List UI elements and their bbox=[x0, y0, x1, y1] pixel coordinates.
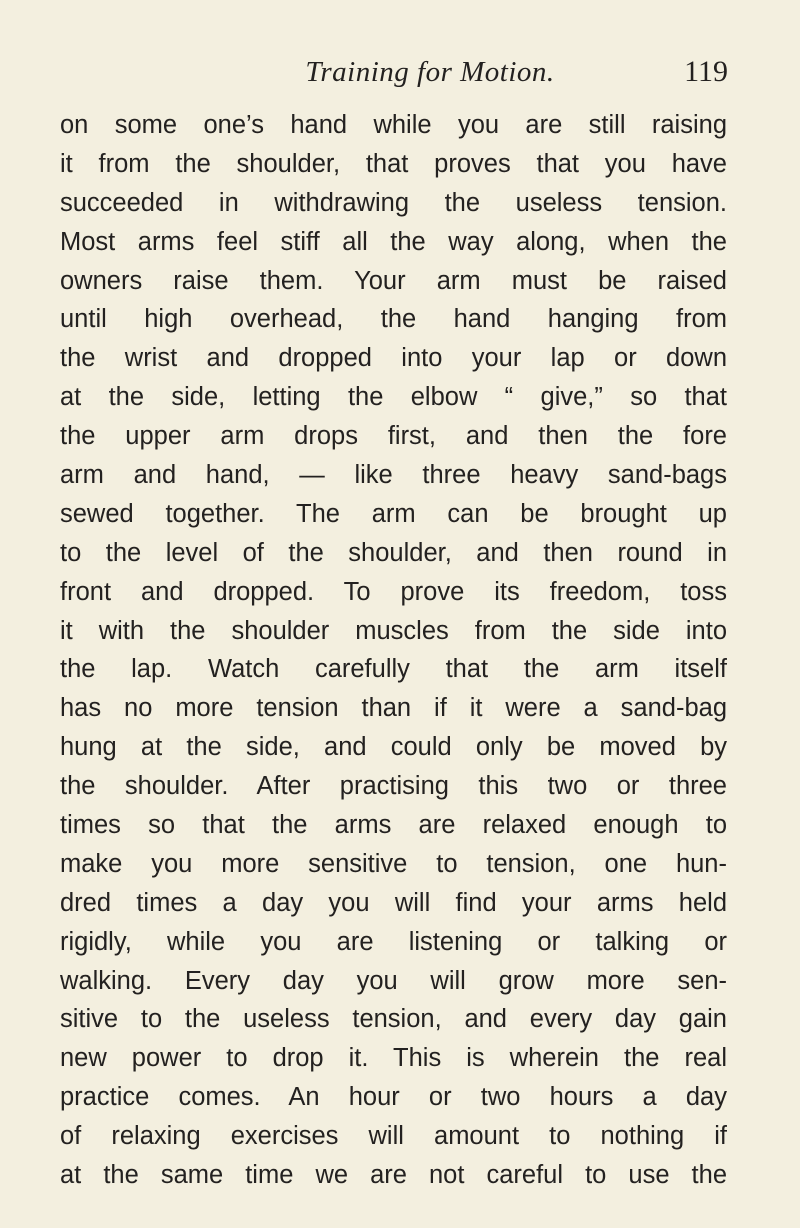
text-line: front and dropped. To prove its freedom, toss bbox=[60, 577, 727, 606]
text-line: it with the shoulder muscles from the side into bbox=[60, 616, 727, 645]
text-line: at the same time we are not careful to use the bbox=[60, 1161, 727, 1190]
text-line: succeeded in withdrawing the useless tension. bbox=[60, 188, 727, 217]
text-line: dred times a day you will find your arms held bbox=[60, 888, 727, 917]
body-text bbox=[60, 106, 727, 1195]
text-line: owners raise them. Your arm must be raised bbox=[60, 266, 727, 295]
text-line: sitive to the useless tension, and every day gain bbox=[60, 1005, 727, 1034]
text-line: it from the shoulder, that proves that you have bbox=[60, 149, 727, 178]
text-line: of relaxing exercises will amount to nothing if bbox=[60, 1122, 727, 1151]
text-line: make you more sensitive to tension, one hun- bbox=[60, 849, 727, 878]
text-line: arm and hand, — like three heavy sand-bags bbox=[60, 461, 727, 490]
text-line: until high overhead, the hand hanging from bbox=[60, 305, 727, 334]
text-line: the shoulder. After practising this two or three bbox=[60, 772, 727, 801]
text-line: walking. Every day you will grow more sen- bbox=[60, 966, 727, 995]
text-line: on some one’s hand while you are still raising bbox=[60, 111, 727, 139]
page-number: 119 bbox=[684, 55, 728, 88]
running-title: Training for Motion. bbox=[305, 56, 555, 88]
text-line: the upper arm drops first, and then the fore bbox=[60, 422, 727, 451]
text-line: to the level of the shoulder, and then round in bbox=[60, 538, 727, 567]
running-header bbox=[60, 52, 728, 92]
text-line: new power to drop it. This is wherein the real bbox=[60, 1044, 727, 1073]
text-line: has no more tension than if it were a sand-bag bbox=[60, 694, 727, 723]
text-line: the wrist and dropped into your lap or down bbox=[60, 344, 727, 373]
text-line: rigidly, while you are listening or talking or bbox=[60, 927, 727, 956]
text-line: at the side, letting the elbow “ give,” so that bbox=[60, 383, 727, 412]
text-line: the lap. Watch carefully that the arm itself bbox=[60, 655, 727, 684]
text-line: times so that the arms are relaxed enough to bbox=[60, 811, 727, 840]
text-line: Most arms feel stiff all the way along, when the bbox=[60, 227, 727, 256]
text-line: hung at the side, and could only be moved by bbox=[60, 733, 727, 762]
text-line: sewed together. The arm can be brought up bbox=[60, 499, 727, 528]
text-line: practice comes. An hour or two hours a day bbox=[60, 1083, 727, 1112]
